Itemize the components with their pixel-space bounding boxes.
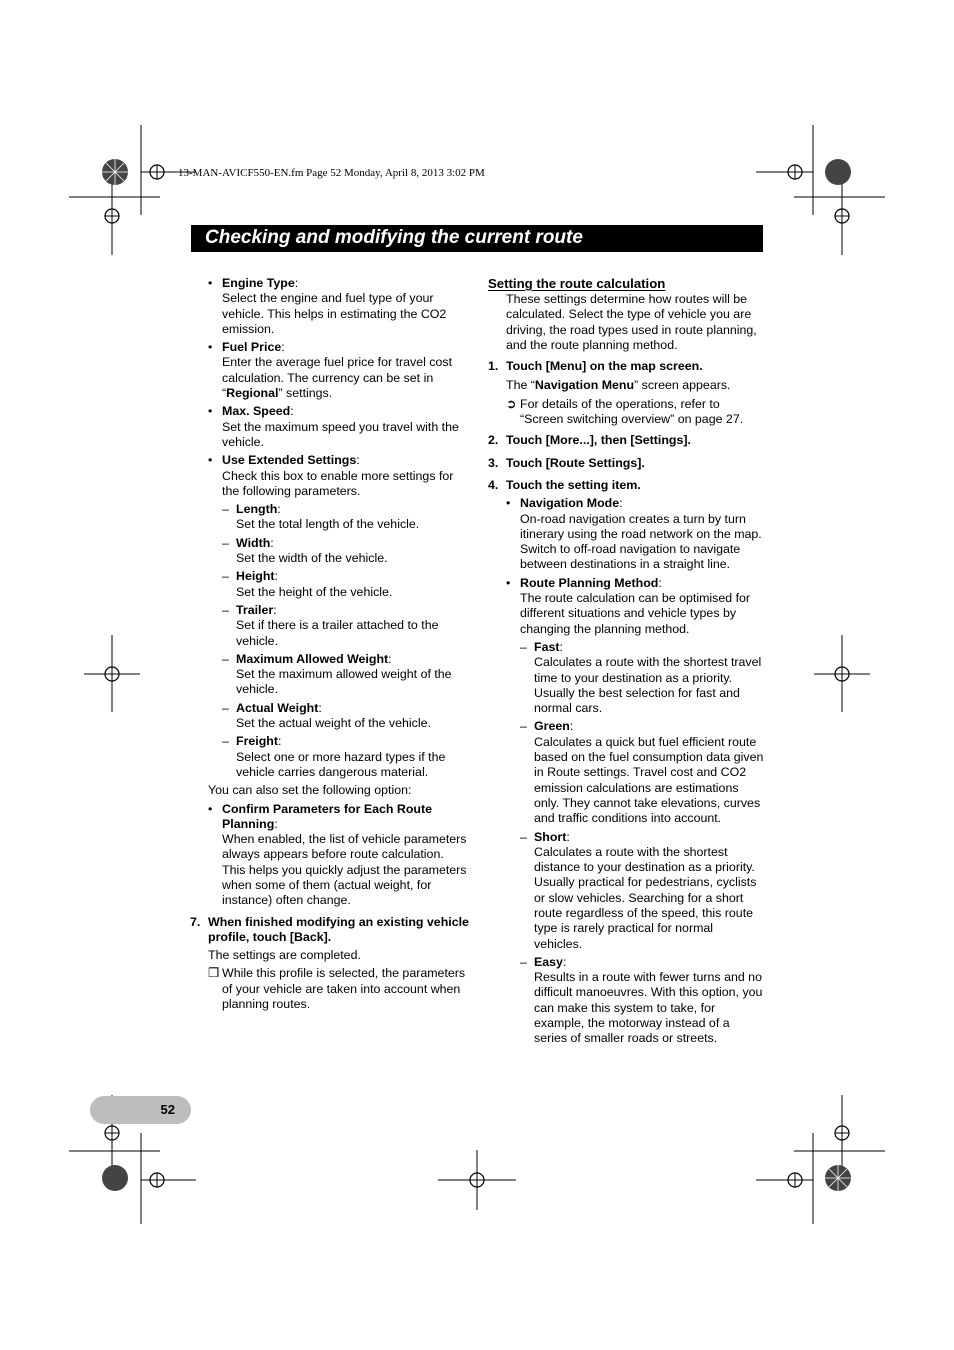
- bullet: •: [208, 453, 213, 468]
- arrow-icon: ➲: [506, 396, 517, 411]
- item-text: Select the engine and fuel type of your vehicle. This helps in estimating the CO2 emission.: [222, 291, 447, 336]
- steps: [488, 359, 764, 1046]
- sub-item-max-allowed-weight: – Maximum Allowed Weight: Set the maximum allowed weight of the vehicle.: [222, 651, 452, 697]
- sub-item-trailer: – Trailer: Set if there is a trailer attached to the vehicle.: [222, 602, 439, 648]
- item-label: Use Extended Settings: [222, 453, 357, 468]
- sub-item-length: – Length: Set the total length of the vehicle.: [222, 502, 420, 532]
- item-text: Check this box to enable more settings for the following parameters.: [222, 468, 454, 498]
- sub-item-height: – Height: Set the height of the vehicle.: [222, 569, 393, 599]
- list-item-navigation-mode: • Navigation Mode: On-road navigation creates a turn by turn itinerary using the road network on the map. Switch to off-road navigation to navigate between destinations in a straight line.: [506, 496, 762, 572]
- item-text: Enter the average fuel price for travel cost calculation. The currency can be set in “Regional” settings.: [222, 355, 453, 401]
- step-2: 2. Touch [More...], then [Settings].: [488, 433, 691, 448]
- list-item-engine-type: • Engine Type: Select the engine and fuel type of your vehicle. This helps in estimating the CO2 emission.: [222, 276, 470, 337]
- method-list: [520, 639, 764, 1047]
- list-item-max-speed: • Max. Speed: Set the maximum speed you travel with the vehicle.: [222, 404, 470, 450]
- reference: ➲ For details of the operations, refer to “Screen switching overview” on page 27.: [506, 396, 744, 427]
- sub-item-fast: – Fast: Calculates a route with the shortest travel time to your destination as a priority. Usually the best selection for fast and normal cars.: [520, 639, 762, 716]
- page-title: Checking and modifying the current route: [205, 227, 583, 248]
- step-3: 3. Touch [Route Settings].: [488, 455, 645, 470]
- bullet: •: [208, 404, 213, 419]
- right-column: [488, 276, 764, 1050]
- item-label: Engine Type: [222, 276, 295, 290]
- list-item-route-planning-method: • Route Planning Method: The route calculation can be optimised for different situations and vehicle types by changing the planning method.: [506, 575, 751, 636]
- paragraph: You can also set the following option:: [208, 783, 412, 798]
- item-label: Fuel Price: [222, 340, 282, 355]
- item-text: Set the maximum speed you travel with the vehicle.: [222, 419, 459, 449]
- intro-paragraph: These settings determine how routes will be calculated. Select the type of vehicle you are driving, the road types used in route planning, and the route planning method.: [506, 292, 757, 352]
- step-result: The settings are completed.: [208, 948, 361, 963]
- sub-item-easy: – Easy: Results in a route with fewer turns and no difficult manoeuvres. With this option, you can make this system to take, for example, the motorway instead of a series of smaller roads or streets.: [520, 954, 763, 1046]
- bullet: •: [208, 340, 213, 355]
- bullet: •: [208, 801, 213, 816]
- bullet: •: [208, 276, 213, 290]
- sub-item-short: – Short: Calculates a route with the shortest distance to your destination as a priority. Usually practical for pedestrians, cyclists or slow vehicles. Searching for a short route regardless of the speed, this route type is rarely practical for normal vehicles.: [520, 829, 757, 951]
- step-7: 7. When finished modifying an existing vehicle profile, touch [Back].: [190, 914, 469, 944]
- file-header: 13-MAN-AVICF550-EN.fm Page 52 Monday, April 8, 2013 3:02 PM: [178, 167, 485, 179]
- title-bar: [191, 225, 763, 252]
- step-1: 1. Touch [Menu] on the map screen.: [488, 359, 703, 374]
- list-item-use-extended: • Use Extended Settings: Check this box to enable more settings for the following parameters.: [222, 453, 470, 499]
- item-label: Max. Speed: [222, 404, 291, 419]
- step-4: 4. Touch the setting item.: [488, 477, 641, 492]
- item-label: Confirm Parameters for Each Route Planning: [222, 801, 433, 831]
- sub-item-width: – Width: Set the width of the vehicle.: [222, 535, 388, 566]
- setting-items: [506, 496, 764, 1046]
- box-icon: ❒: [208, 966, 220, 981]
- page-number-badge: [90, 1096, 191, 1124]
- list-item-confirm: • Confirm Parameters for Each Route Planning: When enabled, the list of vehicle parameters always appears before route calculation. This helps you quickly adjust the parameters when some of them (actual weight, for instance) often change.: [222, 802, 470, 909]
- sub-item-freight: – Freight: Select one or more hazard types if the vehicle carries dangerous material.: [222, 734, 446, 779]
- section-title: Setting the route calculation: [488, 276, 666, 291]
- sub-item-actual-weight: – Actual Weight: Set the actual weight of the vehicle.: [222, 700, 431, 731]
- note: ❒ While this profile is selected, the parameters of your vehicle are taken into account when planning routes.: [208, 966, 466, 1012]
- sub-item-green: – Green: Calculates a quick but fuel efficient route based on the fuel consumption data given in Route settings. Travel cost and CO2 emission calculations are estimations only. They cannot take elevations, curves and traffic conditions into account.: [520, 719, 764, 826]
- page-number: 52: [160, 1102, 175, 1117]
- sub-list: [222, 502, 470, 780]
- left-column: [190, 276, 470, 1015]
- list-item-fuel-price: • Fuel Price: Enter the average fuel price for travel cost calculation. The currency can be set in “Regional” settings.: [222, 340, 470, 401]
- step-result: The “Navigation Menu” screen appears.: [506, 378, 731, 393]
- item-text: When enabled, the list of vehicle parameters always appears before route calculation. This helps you quickly adjust the parameters when some of them (actual weight, for instance) often change.: [222, 832, 467, 908]
